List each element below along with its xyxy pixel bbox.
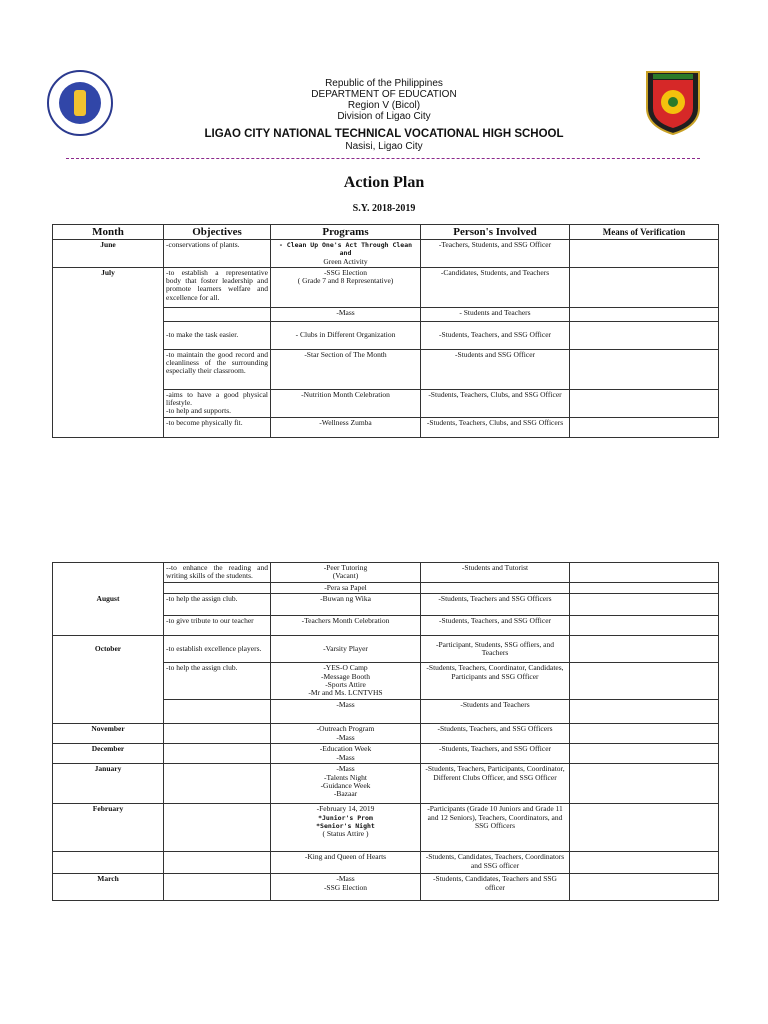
col-verification: Means of Verification xyxy=(570,225,719,240)
letterhead xyxy=(0,78,768,122)
school-name: LIGAO CITY NATIONAL TECHNICAL VOCATIONAL HIGH SCHOOL xyxy=(204,128,564,140)
division-line: Division of Ligao City xyxy=(337,111,431,122)
table-row: January -Mass -Talents Night -Guidance Week -Bazaar -Students, Teachers, Participants, Coordinator, Different Clubs Officer, and SSG Officer xyxy=(53,764,719,804)
table-row: -Pera sa Papel xyxy=(53,583,719,594)
school-address: Nasisi, Ligao City xyxy=(345,141,423,152)
table-row: -to become physically fit. -Wellness Zumba -Students, Teachers, Clubs, and SSG Officers xyxy=(53,417,719,437)
department-line: DEPARTMENT OF EDUCATION xyxy=(311,89,457,100)
col-objectives: Objectives xyxy=(164,225,271,240)
school-year: S.Y. 2018-2019 xyxy=(352,203,416,214)
table-row: February -February 14, 2019 *Junior's Prom *Senior's Night ( Status Attire ) -Participants (Grade 10 Juniors and Grade 11 and 12 Seniors), Teachers, Coordinators, and SSG Officers xyxy=(53,804,719,852)
table-row: June -conservations of plants. - Clean Up One's Act Through Clean and Green Activity -Teachers, Students, and SSG Officer xyxy=(53,240,719,268)
table-row: -to help the assign club. -YES-O Camp -Message Booth -Sports Attire -Mr and Ms. LCNTVHS -Students, Teachers, Coordinator, Candidates, Participants and SSG Officer xyxy=(53,663,719,700)
republic-line: Republic of the Philippines xyxy=(325,78,443,89)
table-row: -to maintain the good record and cleanliness of the surrounding especially their classroom. -Star Section of The Month -Students and SSG Officer xyxy=(53,349,719,389)
table-row: November -Outreach Program -Mass -Students, Teachers, and SSG Officers xyxy=(53,724,719,744)
table-row: March -Mass -SSG Election -Students, Candidates, Teachers and SSG officer xyxy=(53,874,719,901)
col-persons: Person's Involved xyxy=(421,225,570,240)
table-row: --to enhance the reading and writing skills of the students. -Peer Tutoring (Vacant) -Students and Tutorist xyxy=(53,563,719,583)
table-header-row xyxy=(53,225,719,240)
table-row: -Mass -Students and Teachers xyxy=(53,700,719,724)
divider xyxy=(66,158,700,159)
table-row: -to give tribute to our teacher -Teachers Month Celebration -Students, Teachers, and SSG Officer xyxy=(53,616,719,636)
table-row: December -Education Week -Mass -Students, Teachers, and SSG Officer xyxy=(53,744,719,764)
table-row: July -to establish a representative body that foster leadership and promote learners welfare and excellence for all. -SSG Election ( Grade 7 and 8 Representative) -Candidates, Students, and Teachers xyxy=(53,267,719,307)
col-month: Month xyxy=(53,225,164,240)
action-plan-table-1 xyxy=(52,224,719,438)
table-row: August -to help the assign club. -Buwan ng Wika -Students, Teachers and SSG Officers xyxy=(53,594,719,616)
table-row: -King and Queen of Hearts -Students, Candidates, Teachers, Coordinators and SSG officer xyxy=(53,852,719,874)
col-programs: Programs xyxy=(271,225,421,240)
action-plan-table-2 xyxy=(52,562,719,901)
page-title: Action Plan xyxy=(343,174,425,191)
table-row: -Mass - Students and Teachers xyxy=(53,307,719,321)
table-row: October -to establish excellence players. -Varsity Player -Participant, Students, SSG offiers, and Teachers xyxy=(53,636,719,663)
table-row: -aims to have a good physical lifestyle. -to help and supports. -Nutrition Month Celebration -Students, Teachers, Clubs, and SSG Officer xyxy=(53,389,719,417)
region-line: Region V (Bicol) xyxy=(347,100,421,111)
table-row: -to make the task easier. - Clubs in Different Organization -Students, Teachers, and SSG Officer xyxy=(53,321,719,349)
